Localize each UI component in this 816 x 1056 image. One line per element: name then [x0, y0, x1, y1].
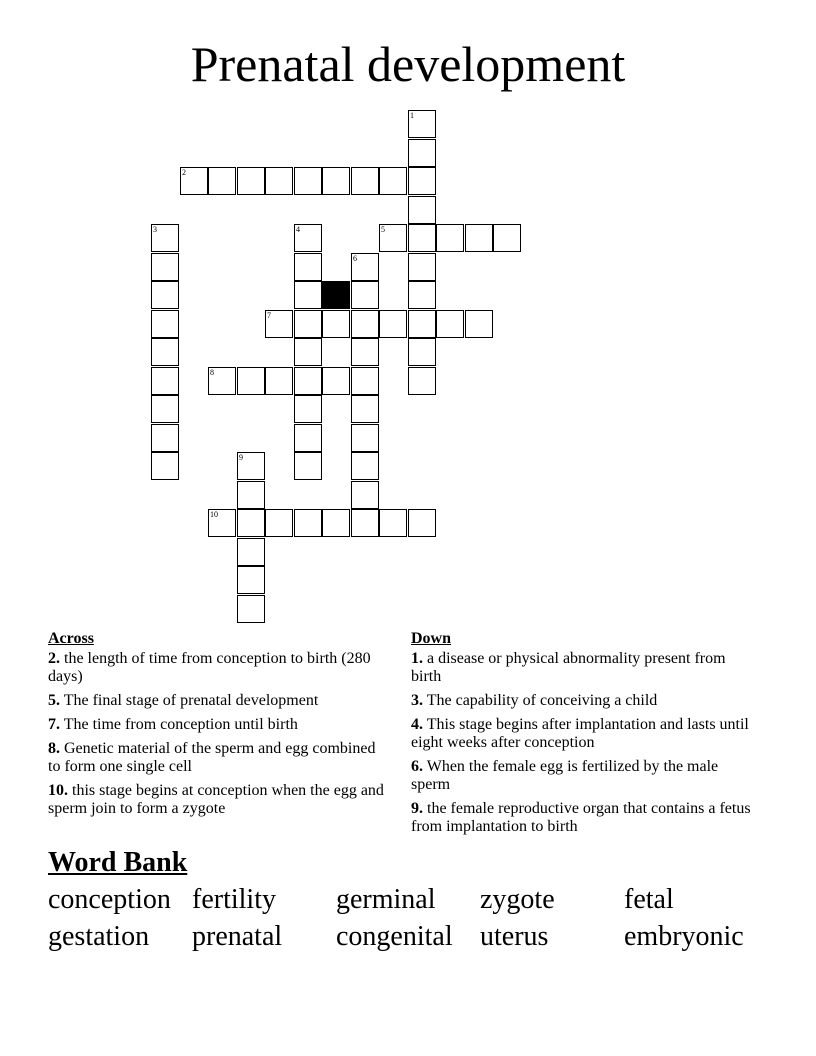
clue-number-label: 7 — [267, 311, 271, 320]
crossword-cell[interactable] — [294, 509, 322, 537]
crossword-cell[interactable] — [408, 338, 436, 366]
crossword-cell[interactable] — [294, 367, 322, 395]
clue-number-label: 3 — [153, 225, 157, 234]
crossword-cell[interactable] — [379, 167, 407, 195]
crossword-cell[interactable] — [265, 167, 293, 195]
crossword-cell[interactable] — [351, 253, 379, 281]
crossword-cell[interactable] — [237, 452, 265, 480]
crossword-cell[interactable] — [237, 367, 265, 395]
crossword-cell[interactable] — [208, 167, 236, 195]
clue-number: 4. — [411, 716, 423, 733]
clue-number-label: 10 — [210, 510, 218, 519]
crossword-cell[interactable] — [322, 167, 350, 195]
crossword-cell[interactable] — [180, 167, 208, 195]
crossword-cell[interactable] — [436, 224, 464, 252]
black-cell — [322, 281, 350, 309]
crossword-cell[interactable] — [408, 509, 436, 537]
crossword-cell[interactable] — [408, 196, 436, 224]
crossword-cell[interactable] — [379, 224, 407, 252]
crossword-cell[interactable] — [237, 167, 265, 195]
crossword-cell[interactable] — [294, 167, 322, 195]
clue-text: When the female egg is fertilized by the male sperm — [411, 758, 719, 793]
crossword-cell[interactable] — [351, 395, 379, 423]
crossword-cell[interactable] — [294, 224, 322, 252]
crossword-cell[interactable] — [294, 310, 322, 338]
down-clue-3 — [411, 692, 751, 710]
clue-text: this stage begins at conception when the egg and sperm join to form a zygote — [48, 782, 384, 817]
crossword-cell[interactable] — [408, 167, 436, 195]
across-clue-2 — [48, 650, 388, 686]
crossword-cell[interactable] — [151, 395, 179, 423]
clue-number: 10. — [48, 782, 68, 799]
across-clue-10 — [48, 782, 388, 818]
word-bank-word: prenatal — [192, 921, 283, 952]
clue-number-label: 6 — [353, 254, 357, 263]
crossword-cell[interactable] — [351, 509, 379, 537]
crossword-cell[interactable] — [208, 509, 236, 537]
clue-number: 2. — [48, 650, 60, 667]
down-clue-9 — [411, 800, 751, 836]
clue-number: 7. — [48, 716, 60, 733]
crossword-cell[interactable] — [151, 224, 179, 252]
word-bank-word: zygote — [480, 884, 555, 915]
across-clue-5 — [48, 692, 388, 710]
crossword-cell[interactable] — [322, 509, 350, 537]
crossword-cell[interactable] — [351, 424, 379, 452]
down-heading: Down — [411, 630, 452, 647]
down-clue-4 — [411, 716, 751, 752]
crossword-cell[interactable] — [237, 509, 265, 537]
crossword-cell[interactable] — [408, 281, 436, 309]
crossword-cell[interactable] — [294, 281, 322, 309]
crossword-cell[interactable] — [351, 452, 379, 480]
crossword-cell[interactable] — [351, 167, 379, 195]
clue-text: The time from conception until birth — [63, 716, 298, 733]
clue-number-label: 8 — [210, 368, 214, 377]
crossword-cell[interactable] — [408, 310, 436, 338]
crossword-cell[interactable] — [237, 481, 265, 509]
clue-number: 1. — [411, 650, 423, 667]
down-clue-1 — [411, 650, 751, 686]
crossword-cell[interactable] — [294, 395, 322, 423]
clue-number: 9. — [411, 800, 423, 817]
crossword-cell[interactable] — [351, 281, 379, 309]
crossword-cell[interactable] — [265, 310, 293, 338]
across-clue-7 — [48, 716, 388, 734]
across-clue-8 — [48, 740, 388, 776]
crossword-cell[interactable] — [379, 310, 407, 338]
clue-number-label: 4 — [296, 225, 300, 234]
clue-number: 5. — [48, 692, 60, 709]
crossword-cell[interactable] — [151, 338, 179, 366]
clue-text: The capability of conceiving a child — [426, 692, 658, 709]
crossword-cell[interactable] — [408, 224, 436, 252]
word-bank-word: embryonic — [624, 921, 744, 952]
crossword-cell[interactable] — [322, 367, 350, 395]
crossword-cell[interactable] — [351, 481, 379, 509]
word-bank-word: uterus — [480, 921, 549, 952]
clue-number: 8. — [48, 740, 60, 757]
crossword-cell[interactable] — [151, 424, 179, 452]
crossword-cell[interactable] — [436, 310, 464, 338]
crossword-cell[interactable] — [294, 338, 322, 366]
clue-text: This stage begins after implantation and lasts until eight weeks after conception — [411, 716, 749, 751]
crossword-cell[interactable] — [493, 224, 521, 252]
word-bank-word: germinal — [336, 884, 436, 915]
clue-number-label: 2 — [182, 168, 186, 177]
clue-number: 3. — [411, 692, 423, 709]
clue-number-label: 1 — [410, 111, 414, 120]
crossword-cell[interactable] — [151, 281, 179, 309]
crossword-cell[interactable] — [265, 509, 293, 537]
clue-text: the length of time from conception to birth (280 days) — [48, 650, 371, 685]
clue-text: Genetic material of the sperm and egg combined to form one single cell — [48, 740, 376, 775]
crossword-cell[interactable] — [408, 110, 436, 138]
down-clues — [411, 630, 751, 842]
crossword-cell[interactable] — [379, 509, 407, 537]
word-bank-word: fertility — [192, 884, 276, 915]
crossword-cell[interactable] — [465, 224, 493, 252]
clue-text: a disease or physical abnormality present from birth — [411, 650, 726, 685]
crossword-cell[interactable] — [351, 338, 379, 366]
crossword-cell[interactable] — [408, 253, 436, 281]
crossword-cell[interactable] — [208, 367, 236, 395]
down-clue-6 — [411, 758, 751, 794]
word-bank-word: congenital — [336, 921, 453, 952]
word-bank-word: gestation — [48, 921, 150, 952]
crossword-cell[interactable] — [151, 367, 179, 395]
crossword-cell[interactable] — [265, 367, 293, 395]
crossword-cell[interactable] — [237, 595, 265, 623]
clue-text: the female reproductive organ that contains a fetus from implantation to birth — [411, 800, 751, 835]
crossword-cell[interactable] — [465, 310, 493, 338]
crossword-cell[interactable] — [408, 139, 436, 167]
crossword-cell[interactable] — [408, 367, 436, 395]
page-title: Prenatal development — [190, 36, 626, 92]
crossword-cell[interactable] — [151, 452, 179, 480]
crossword-cell[interactable] — [351, 310, 379, 338]
across-clues — [48, 630, 388, 824]
word-bank-word: fetal — [624, 884, 674, 915]
crossword-cell[interactable] — [151, 310, 179, 338]
clue-number: 6. — [411, 758, 423, 775]
crossword-cell[interactable] — [237, 538, 265, 566]
crossword-cell[interactable] — [294, 424, 322, 452]
word-bank-word: conception — [48, 884, 171, 915]
crossword-cell[interactable] — [237, 566, 265, 594]
crossword-cell[interactable] — [151, 253, 179, 281]
word-bank-title: Word Bank — [48, 847, 188, 878]
clue-number-label: 5 — [381, 225, 385, 234]
clue-text: The final stage of prenatal development — [63, 692, 319, 709]
crossword-cell[interactable] — [294, 253, 322, 281]
crossword-cell[interactable] — [351, 367, 379, 395]
clue-number-label: 9 — [239, 453, 243, 462]
crossword-cell[interactable] — [294, 452, 322, 480]
across-heading: Across — [48, 630, 94, 647]
crossword-cell[interactable] — [322, 310, 350, 338]
word-bank — [48, 883, 768, 954]
